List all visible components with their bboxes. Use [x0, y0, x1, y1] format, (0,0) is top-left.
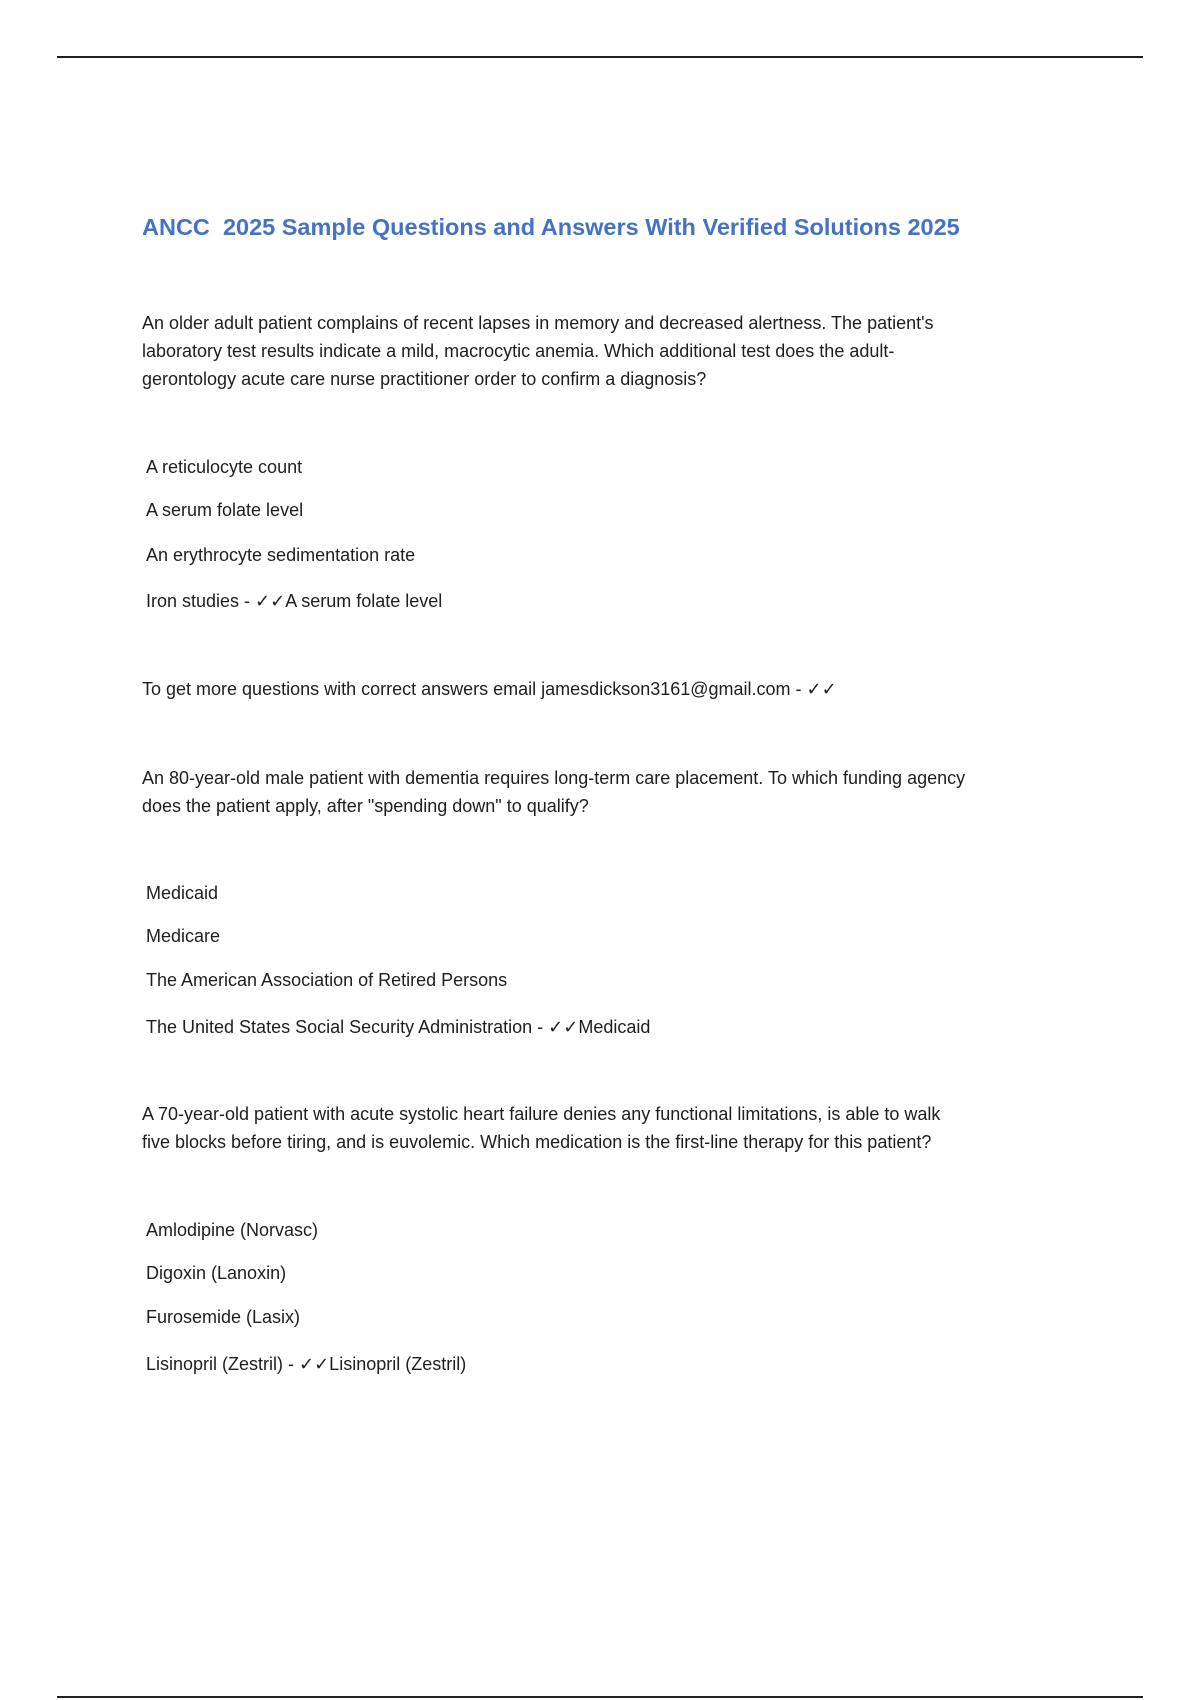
question-1-line-2: laboratory test results indicate a mild, macrocytic anemia. Which additional test does the adult-	[142, 341, 895, 361]
question-1-option-2: A serum folate level	[146, 500, 304, 520]
question-1-option-1: A reticulocyte count	[146, 457, 303, 477]
question-2-option-1: Medicaid	[146, 883, 219, 903]
promo-line: To get more questions with correct answers email jamesdickson3161@gmail.com - ✓✓	[142, 679, 837, 699]
page-title: ANCC 2025 Sample Questions and Answers With Verified Solutions 2025	[142, 214, 960, 240]
footer-rule	[57, 1696, 1143, 1698]
question-2-line-1: An 80-year-old male patient with dementia requires long-term care placement. To which funding agency	[142, 768, 966, 788]
question-3-option-1: Amlodipine (Norvasc)	[146, 1220, 319, 1240]
question-2-line-2: does the patient apply, after "spending down" to qualify?	[142, 796, 589, 816]
question-1-text	[142, 309, 934, 393]
question-1-option-3: An erythrocyte sedimentation rate	[146, 545, 416, 565]
question-2-option-4-answer: The United States Social Security Administration - ✓✓Medicaid	[146, 1017, 651, 1037]
question-3-line-2: five blocks before tiring, and is euvolemic. Which medication is the first-line therapy for this patient?	[142, 1132, 932, 1152]
question-3-option-2: Digoxin (Lanoxin)	[146, 1263, 287, 1283]
question-3-option-4-answer: Lisinopril (Zestril) - ✓✓Lisinopril (Zestril)	[146, 1354, 467, 1374]
question-3-line-1: A 70-year-old patient with acute systolic heart failure denies any functional limitations, is able to walk	[142, 1104, 941, 1124]
header-rule	[57, 56, 1143, 58]
question-2-option-2: Medicare	[146, 926, 221, 946]
question-1-line-1: An older adult patient complains of recent lapses in memory and decreased alertness. The patient's	[142, 313, 934, 333]
question-1-line-3: gerontology acute care nurse practitioner order to confirm a diagnosis?	[142, 369, 707, 389]
question-3-text	[142, 1100, 940, 1156]
question-2-text	[142, 764, 965, 820]
question-1-option-4-answer: Iron studies - ✓✓A serum folate level	[146, 591, 443, 611]
question-2-option-3: The American Association of Retired Persons	[146, 970, 508, 990]
question-3-option-3: Furosemide (Lasix)	[146, 1307, 301, 1327]
